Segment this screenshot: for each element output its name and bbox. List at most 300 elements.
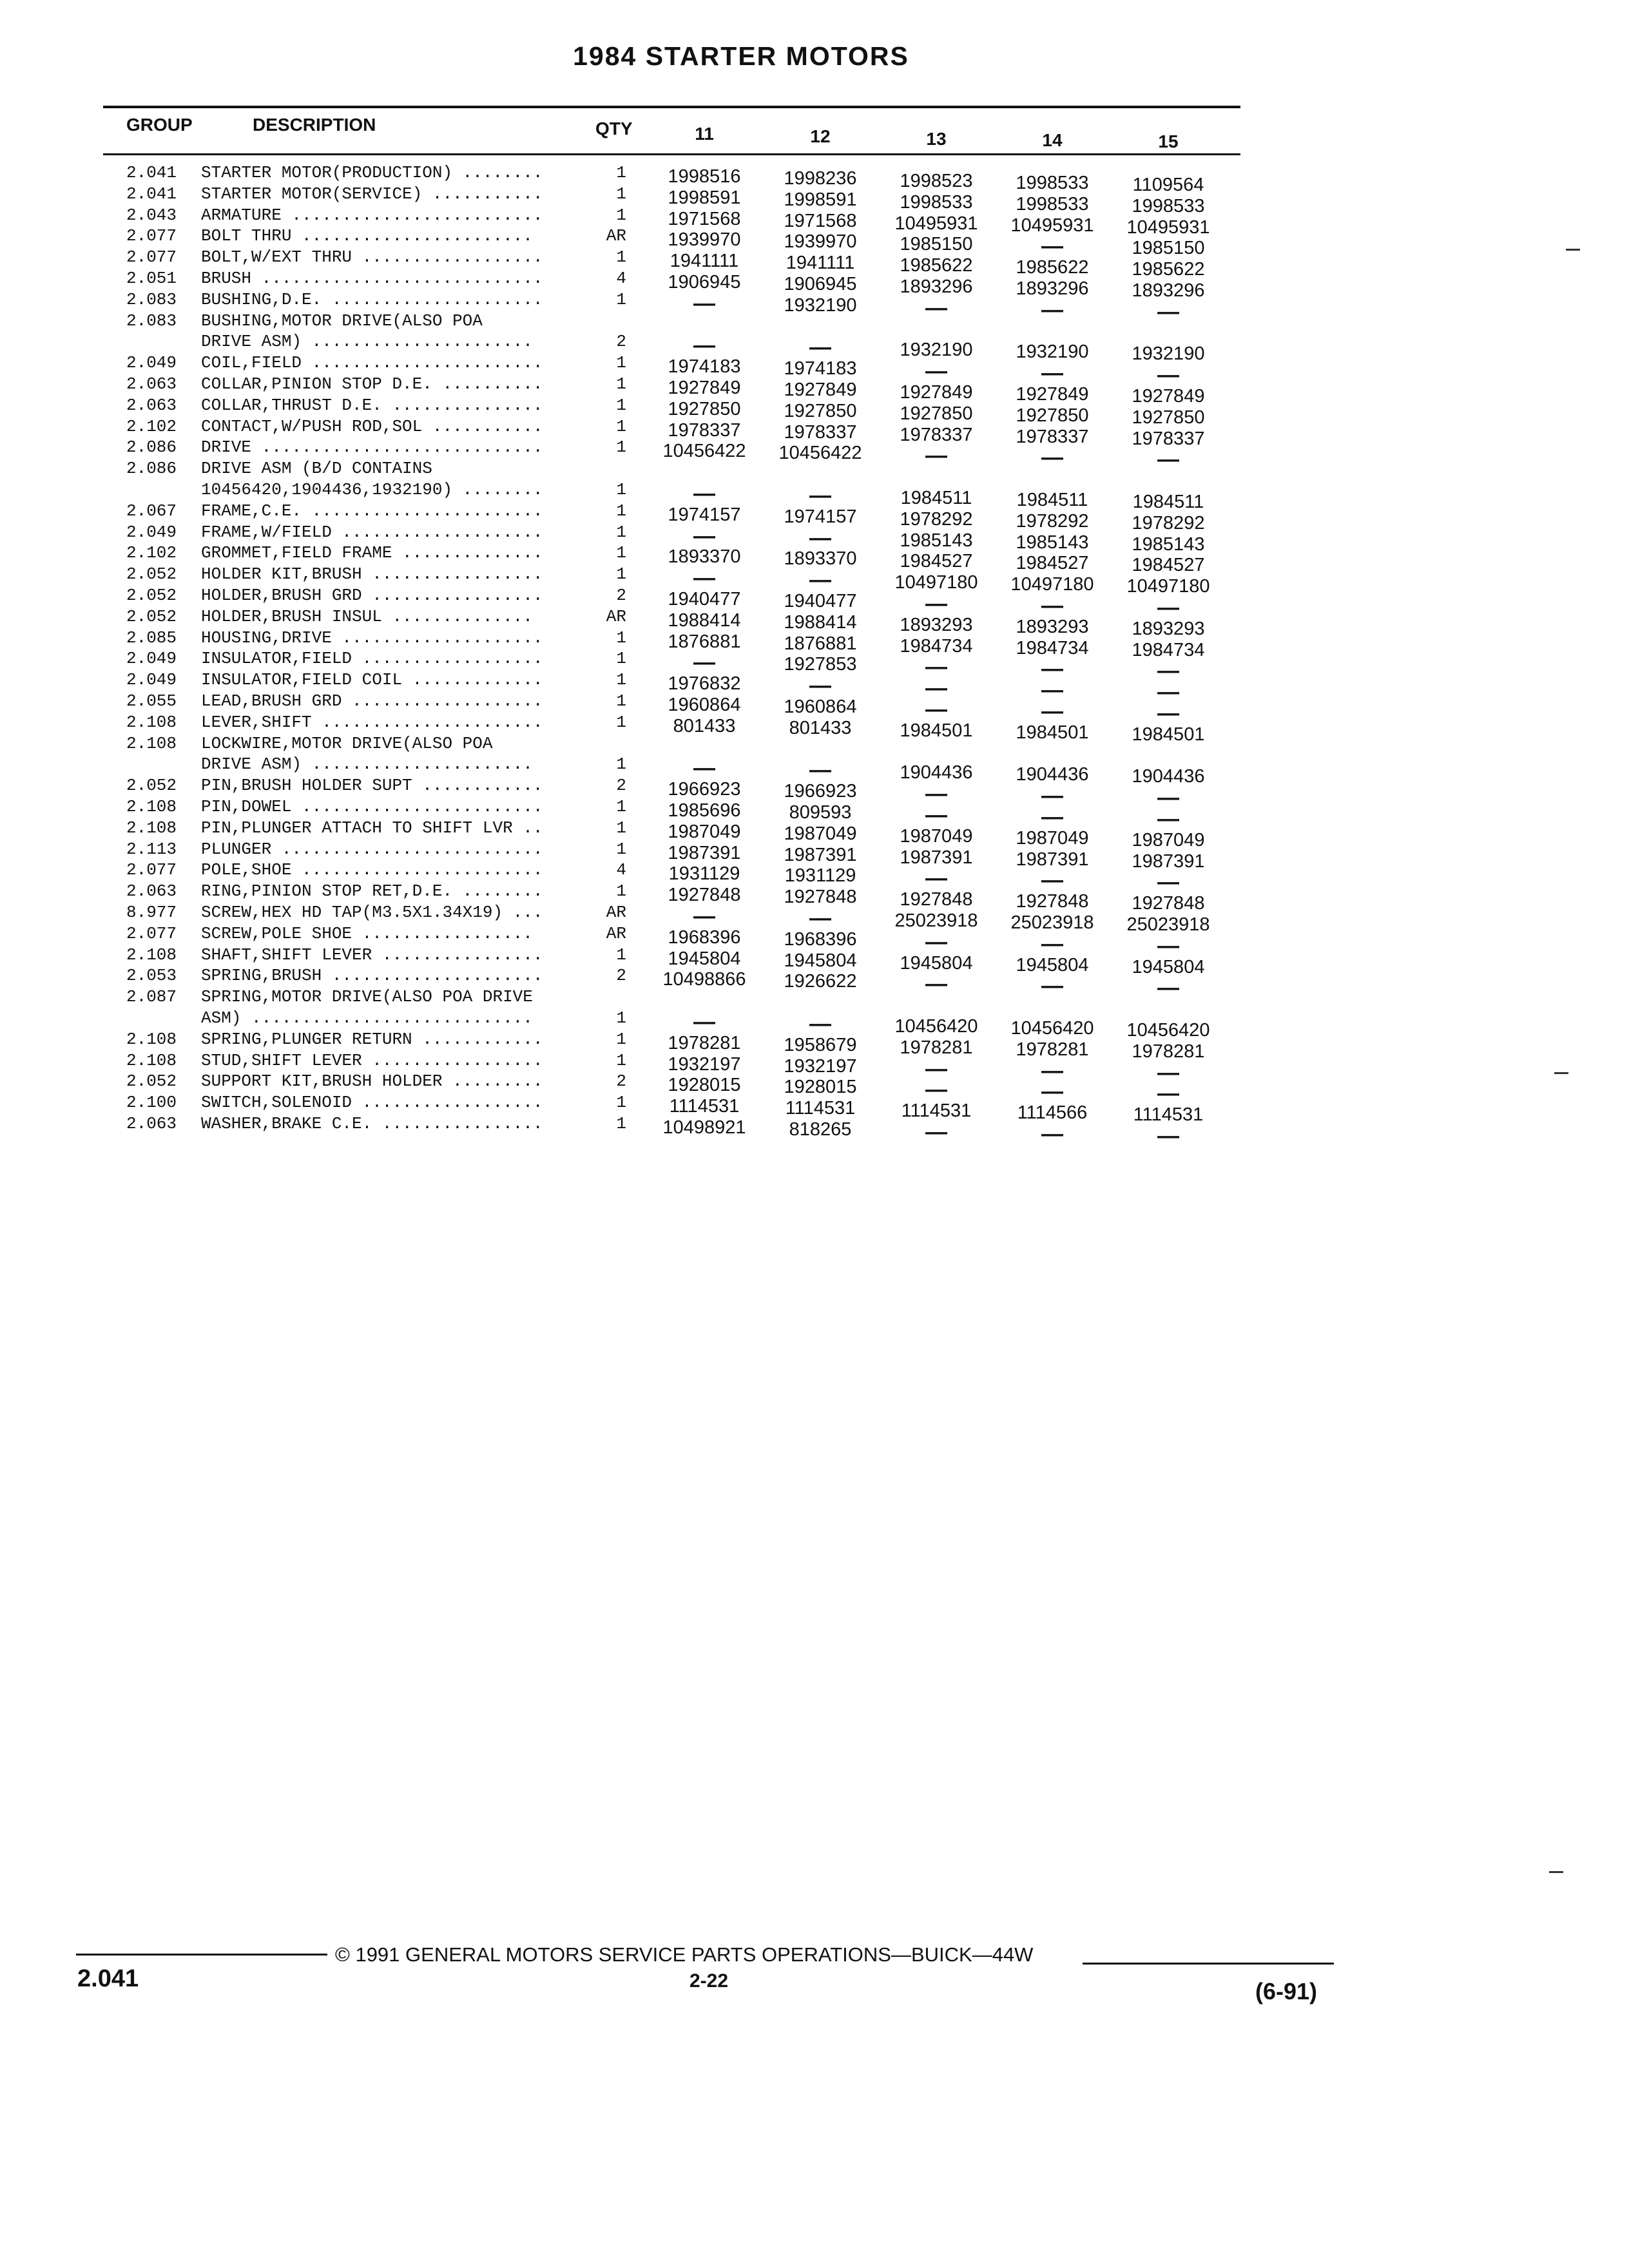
- group-code: 2.041: [126, 163, 177, 182]
- part-number-col-13: —: [925, 359, 947, 384]
- group-code: 2.052: [126, 586, 177, 605]
- group-code: 2.052: [126, 606, 177, 626]
- part-description: HOUSING,DRIVE ....................: [201, 628, 543, 648]
- part-quantity: 1: [616, 564, 626, 584]
- part-number-col-14: —: [1041, 931, 1063, 956]
- part-number-col-13: 1978292: [900, 508, 973, 530]
- part-quantity: 1: [616, 1050, 626, 1070]
- part-description: STARTER MOTOR(SERVICE) ...........: [201, 184, 543, 204]
- part-description: DRIVE ASM) ......................: [201, 332, 533, 352]
- part-quantity: 1: [616, 374, 626, 394]
- part-number-col-14: 1984527: [1016, 553, 1089, 574]
- part-number-col-13: —: [925, 1056, 947, 1081]
- part-number-col-13: 1114531: [901, 1100, 972, 1122]
- part-number-col-13: —: [925, 803, 947, 827]
- part-description: COLLAR,PINION STOP D.E. ..........: [201, 374, 543, 394]
- part-number-col-13: —: [925, 655, 947, 680]
- part-number-col-15: 25023918: [1126, 914, 1210, 935]
- part-number-col-11: 1940477: [668, 589, 741, 610]
- part-quantity: 1: [616, 543, 626, 563]
- part-number-col-15: 1932190: [1132, 343, 1205, 365]
- table-row: [0, 733, 1629, 754]
- part-number-col-12: 1958679: [784, 1034, 857, 1055]
- group-code: 2.063: [126, 395, 177, 415]
- part-number-col-13: 1927850: [900, 403, 973, 424]
- part-number-col-12: —: [809, 525, 831, 550]
- part-number-col-13: 1985150: [900, 234, 973, 255]
- footer-copyright: © 1991 GENERAL MOTORS SERVICE PARTS OPERATIONS—BUICK—44W: [335, 1943, 1034, 1966]
- part-number-col-11: 1927850: [668, 398, 741, 419]
- part-number-col-15: 1978281: [1132, 1041, 1205, 1062]
- part-number-col-12: 10456422: [778, 443, 862, 464]
- part-number-col-12: 1971568: [784, 210, 857, 231]
- group-code: 2.108: [126, 733, 177, 753]
- group-code: 2.085: [126, 628, 177, 648]
- part-quantity: 1: [616, 184, 626, 204]
- part-quantity: 1: [616, 712, 626, 732]
- part-number-col-13: 1932190: [900, 340, 973, 361]
- group-code: 2.083: [126, 311, 177, 331]
- part-number-col-15: 1893296: [1132, 280, 1205, 301]
- part-quantity: 1: [616, 797, 626, 816]
- part-description: SPRING,PLUNGER RETURN ............: [201, 1029, 543, 1049]
- group-code: 2.108: [126, 797, 177, 816]
- part-number-col-14: 1927849: [1016, 384, 1089, 405]
- footer-page-number: 2-22: [689, 1970, 729, 1992]
- part-number-col-14: —: [1041, 361, 1063, 386]
- part-number-col-11: 10498921: [662, 1117, 746, 1138]
- part-number-col-13: 1984527: [900, 551, 973, 572]
- part-number-col-15: —: [1157, 1124, 1179, 1148]
- part-description: LEAD,BRUSH GRD ...................: [201, 691, 543, 711]
- part-number-col-12: 1974183: [784, 358, 857, 380]
- part-number-col-12: 1927850: [784, 400, 857, 421]
- part-number-col-12: 1927848: [784, 887, 857, 908]
- column-header-14: 14: [1042, 130, 1063, 150]
- part-number-col-11: 1960864: [668, 695, 741, 715]
- part-number-col-15: 10497180: [1126, 576, 1210, 597]
- part-number-col-12: 809593: [789, 802, 852, 823]
- part-number-col-14: —: [1041, 445, 1063, 470]
- part-number-col-13: 1984734: [900, 635, 973, 657]
- part-number-col-11: 1971568: [668, 208, 741, 229]
- part-number-col-15: 1114531: [1133, 1104, 1204, 1126]
- part-quantity: 1: [616, 416, 626, 436]
- footer-rule-left: [76, 1954, 327, 1956]
- part-description: PIN,PLUNGER ATTACH TO SHIFT LVR ..: [201, 818, 543, 838]
- group-code: 2.083: [126, 289, 177, 309]
- part-number-col-12: 1928015: [784, 1077, 857, 1098]
- part-description: POLE,SHOE ........................: [201, 860, 543, 880]
- part-number-col-15: 1927850: [1132, 407, 1205, 428]
- part-number-col-12: 1960864: [784, 697, 857, 717]
- part-description: BOLT,W/EXT THRU ..................: [201, 247, 543, 267]
- part-number-col-14: —: [1041, 699, 1063, 724]
- part-quantity: 1: [616, 670, 626, 690]
- group-code: 2.108: [126, 1029, 177, 1049]
- part-number-col-11: 10498866: [662, 969, 746, 990]
- part-number-col-14: 1984501: [1016, 722, 1089, 743]
- column-header-12: 12: [810, 126, 831, 146]
- part-number-col-14: 1114566: [1017, 1102, 1088, 1124]
- part-number-col-14: 1945804: [1016, 954, 1089, 975]
- part-description: INSULATOR,FIELD ..................: [201, 649, 543, 669]
- part-number-col-11: 1931129: [668, 863, 740, 885]
- part-number-col-11: —: [693, 650, 715, 675]
- part-number-col-15: 1987391: [1132, 850, 1205, 872]
- part-quantity: 1: [616, 1008, 626, 1028]
- group-code: 2.102: [126, 416, 177, 436]
- part-number-col-13: 1985143: [900, 530, 973, 551]
- part-quantity: 2: [616, 332, 626, 352]
- part-number-col-13: —: [925, 929, 947, 954]
- part-description: BUSHING,D.E. .....................: [201, 289, 543, 309]
- footer-section-number: 2.041: [77, 1965, 139, 1992]
- part-number-col-12: —: [809, 1012, 831, 1036]
- part-number-col-12: 801433: [789, 717, 852, 738]
- group-code: 2.049: [126, 670, 177, 690]
- part-description: DRIVE ASM (B/D CONTAINS: [201, 459, 432, 479]
- part-description: BUSHING,MOTOR DRIVE(ALSO POA: [201, 311, 483, 331]
- part-number-col-11: 1876881: [668, 631, 741, 652]
- part-number-col-14: 1978337: [1016, 426, 1089, 447]
- part-number-col-12: 1941111: [786, 253, 855, 274]
- part-quantity: 1: [616, 353, 626, 373]
- part-description: LOCKWIRE,MOTOR DRIVE(ALSO POA: [201, 733, 493, 753]
- part-number-col-14: —: [1041, 1058, 1063, 1083]
- part-quantity: 1: [616, 628, 626, 648]
- group-code: 2.102: [126, 543, 177, 563]
- part-number-col-11: 1998516: [668, 166, 741, 187]
- part-number-col-14: 25023918: [1010, 912, 1094, 933]
- group-code: 2.113: [126, 839, 177, 859]
- part-quantity: 1: [616, 839, 626, 859]
- part-number-col-15: —: [1157, 1081, 1179, 1106]
- part-description: LEVER,SHIFT ......................: [201, 712, 543, 732]
- part-number-col-14: 1904436: [1016, 764, 1089, 785]
- part-quantity: 1: [616, 247, 626, 267]
- part-number-col-15: 1978292: [1132, 512, 1205, 533]
- part-number-col-13: —: [925, 295, 947, 320]
- part-number-col-13: —: [925, 782, 947, 807]
- part-number-col-11: —: [693, 566, 715, 591]
- part-quantity: 1: [616, 818, 626, 838]
- part-number-col-13: —: [925, 697, 947, 722]
- part-number-col-15: 10456420: [1126, 1020, 1210, 1041]
- part-number-col-13: 1978281: [900, 1037, 973, 1058]
- group-code: 2.051: [126, 269, 177, 288]
- column-header-13: 13: [926, 129, 947, 149]
- part-quantity: 2: [616, 1072, 626, 1091]
- group-code: 2.052: [126, 1072, 177, 1091]
- part-number-col-13: —: [925, 1120, 947, 1144]
- part-number-col-15: —: [1157, 701, 1179, 726]
- part-quantity: 1: [616, 649, 626, 669]
- part-number-col-11: 801433: [673, 715, 736, 736]
- part-description: STARTER MOTOR(PRODUCTION) ........: [201, 163, 543, 182]
- part-quantity: 1: [616, 480, 626, 499]
- part-number-col-12: 1932197: [784, 1055, 857, 1077]
- part-number-col-13: 1987391: [900, 847, 973, 868]
- part-quantity: 1: [616, 395, 626, 415]
- part-description: FRAME,C.E. .......................: [201, 501, 543, 521]
- group-code: 2.086: [126, 459, 177, 479]
- part-number-col-12: 1939970: [784, 231, 857, 253]
- group-code: 2.052: [126, 564, 177, 584]
- part-number-col-11: 1893370: [668, 546, 741, 568]
- part-description: SWITCH,SOLENOID ..................: [201, 1093, 543, 1113]
- part-number-col-11: —: [693, 333, 715, 358]
- part-number-col-12: —: [809, 483, 831, 508]
- group-code: 2.063: [126, 881, 177, 901]
- part-number-col-15: 1109564: [1132, 175, 1204, 195]
- part-quantity: 1: [616, 1029, 626, 1049]
- part-number-col-13: 1893293: [900, 614, 973, 635]
- part-number-col-14: 1985143: [1016, 532, 1089, 553]
- part-number-col-11: 1927848: [668, 885, 741, 906]
- part-description: STUD,SHIFT LEVER .................: [201, 1050, 543, 1070]
- part-number-col-14: 1978292: [1016, 510, 1089, 532]
- part-number-col-14: 1932190: [1016, 341, 1089, 363]
- part-number-col-11: —: [693, 523, 715, 548]
- group-code: 2.108: [126, 1050, 177, 1070]
- part-description: FRAME,W/FIELD ....................: [201, 522, 543, 542]
- group-code: 2.077: [126, 923, 177, 943]
- part-quantity: 1: [616, 1114, 626, 1133]
- part-description: BRUSH ............................: [201, 269, 543, 288]
- group-code: 2.077: [126, 247, 177, 267]
- part-description: PIN,DOWEL ........................: [201, 797, 543, 816]
- part-number-col-14: —: [1041, 805, 1063, 829]
- group-code: 2.100: [126, 1093, 177, 1113]
- part-number-col-14: 1984734: [1016, 637, 1089, 658]
- part-number-col-11: 1928015: [668, 1075, 741, 1096]
- part-number-col-13: 1904436: [900, 762, 973, 783]
- part-description: COIL,FIELD .......................: [201, 353, 543, 373]
- part-number-col-12: 1940477: [784, 591, 857, 611]
- part-number-col-13: 1893296: [900, 276, 973, 297]
- part-number-col-14: —: [1041, 657, 1063, 682]
- part-quantity: 2: [616, 586, 626, 605]
- part-number-col-11: 1906945: [668, 272, 741, 293]
- part-number-col-15: —: [1157, 807, 1179, 831]
- part-number-col-11: 1974157: [668, 504, 741, 525]
- part-number-col-13: 1998533: [900, 191, 973, 213]
- part-number-col-12: 1987391: [784, 844, 857, 865]
- part-quantity: AR: [606, 226, 626, 246]
- part-number-col-11: —: [693, 291, 715, 316]
- group-code: 2.077: [126, 226, 177, 246]
- part-number-col-12: 1893370: [784, 548, 857, 570]
- part-number-col-11: 1976832: [668, 673, 741, 695]
- group-code: 2.052: [126, 776, 177, 796]
- part-number-col-15: 1978337: [1132, 428, 1205, 449]
- part-description: ARMATURE .........................: [201, 205, 543, 225]
- part-quantity: AR: [606, 606, 626, 626]
- group-code: 2.086: [126, 437, 177, 457]
- part-description: SPRING,BRUSH .....................: [201, 966, 543, 986]
- part-number-col-14: 1987391: [1016, 849, 1089, 870]
- group-code: 2.108: [126, 712, 177, 732]
- part-number-col-15: 1984527: [1132, 555, 1205, 576]
- part-number-col-15: —: [1157, 1060, 1179, 1085]
- part-number-col-11: 1927849: [668, 378, 741, 398]
- part-number-col-11: 1939970: [668, 229, 741, 251]
- part-number-col-15: —: [1157, 363, 1179, 388]
- part-number-col-12: 1906945: [784, 274, 857, 294]
- part-description: SPRING,MOTOR DRIVE(ALSO POA DRIVE: [201, 987, 533, 1007]
- part-number-col-14: —: [1041, 678, 1063, 703]
- part-number-col-14: 1978281: [1016, 1039, 1089, 1060]
- part-number-col-14: —: [1041, 783, 1063, 809]
- part-description: ASM) ............................: [201, 1008, 533, 1028]
- group-code: 2.108: [126, 945, 177, 965]
- part-number-col-15: 10495931: [1126, 216, 1210, 238]
- part-number-col-11: 1932197: [668, 1053, 741, 1075]
- part-number-col-13: —: [925, 676, 947, 701]
- group-code: 2.049: [126, 522, 177, 542]
- part-number-col-13: —: [925, 443, 947, 468]
- part-description: PIN,BRUSH HOLDER SUPT ............: [201, 776, 543, 796]
- part-number-col-14: 1998533: [1016, 193, 1089, 215]
- part-number-col-14: —: [1041, 1122, 1063, 1146]
- part-number-col-11: 1987391: [668, 842, 741, 863]
- part-quantity: 1: [616, 945, 626, 965]
- part-number-col-15: 1985622: [1132, 259, 1205, 280]
- part-number-col-12: 1998591: [784, 189, 857, 210]
- part-number-col-14: 10497180: [1010, 574, 1094, 595]
- part-number-col-15: 1985143: [1132, 533, 1205, 555]
- part-number-col-13: 1987049: [900, 825, 973, 847]
- part-number-col-11: —: [693, 1010, 715, 1034]
- part-number-col-15: 1904436: [1132, 766, 1205, 787]
- part-number-col-12: 1968396: [784, 928, 857, 950]
- group-code: 2.049: [126, 649, 177, 669]
- part-number-col-11: 1988414: [668, 610, 741, 631]
- part-quantity: 1: [616, 501, 626, 521]
- part-description: RING,PINION STOP RET,D.E. ........: [201, 881, 543, 901]
- part-number-col-14: 1927848: [1016, 891, 1089, 912]
- part-number-col-15: —: [1157, 447, 1179, 472]
- part-number-col-15: —: [1157, 680, 1179, 705]
- part-quantity: 1: [616, 205, 626, 225]
- part-number-col-15: —: [1157, 299, 1179, 324]
- group-code: 2.041: [126, 184, 177, 204]
- part-number-col-13: 1945804: [900, 952, 973, 974]
- part-quantity: 1: [616, 754, 626, 774]
- table-row: [0, 1113, 1629, 1148]
- part-number-col-13: —: [925, 1077, 947, 1102]
- part-number-col-14: —: [1041, 234, 1063, 259]
- part-number-col-11: —: [693, 756, 715, 781]
- part-number-col-15: 1998533: [1132, 195, 1205, 216]
- part-number-col-15: 1893293: [1132, 618, 1205, 639]
- part-quantity: AR: [606, 923, 626, 943]
- part-number-col-15: —: [1157, 933, 1179, 958]
- margin-mark: [1549, 1871, 1563, 1873]
- part-number-col-11: 1978337: [668, 419, 741, 441]
- part-number-col-14: 1893293: [1016, 616, 1089, 637]
- part-number-col-15: 1987049: [1132, 829, 1205, 850]
- part-description: DRIVE ............................: [201, 437, 543, 457]
- part-number-col-14: 10456420: [1010, 1018, 1094, 1039]
- column-header-description: DESCRIPTION: [253, 115, 376, 135]
- part-description: HOLDER KIT,BRUSH .................: [201, 564, 543, 584]
- part-description: DRIVE ASM) ......................: [201, 754, 533, 774]
- part-description: COLLAR,THRUST D.E. ...............: [201, 395, 543, 415]
- part-quantity: 2: [616, 966, 626, 986]
- part-number-col-13: 1985622: [900, 255, 973, 276]
- part-number-col-15: 1945804: [1132, 956, 1205, 977]
- part-number-col-12: 1926622: [784, 971, 857, 992]
- part-quantity: 4: [616, 269, 626, 288]
- part-number-col-11: 1941111: [670, 251, 739, 272]
- part-number-col-12: 1876881: [784, 633, 857, 654]
- part-description: CONTACT,W/PUSH ROD,SOL ...........: [201, 416, 543, 436]
- part-number-col-12: 1945804: [784, 950, 857, 971]
- column-header-11: 11: [695, 124, 714, 144]
- part-number-col-12: —: [809, 335, 831, 360]
- group-code: 2.063: [126, 1114, 177, 1133]
- part-number-col-13: 10497180: [894, 572, 978, 593]
- part-number-col-13: 1978337: [900, 424, 973, 445]
- margin-mark: [1554, 1072, 1568, 1074]
- part-number-col-11: 1974183: [668, 356, 741, 378]
- part-description: SCREW,POLE SHOE .................: [201, 923, 533, 943]
- part-number-col-11: 1987049: [668, 821, 741, 842]
- part-number-col-12: 1932190: [784, 294, 857, 316]
- group-code: 2.049: [126, 353, 177, 373]
- margin-mark: [1566, 249, 1580, 251]
- part-number-col-13: 10495931: [894, 213, 978, 234]
- part-description: GROMMET,FIELD FRAME ..............: [201, 543, 543, 563]
- part-number-col-12: 1998236: [784, 168, 857, 189]
- part-description: INSULATOR,FIELD COIL .............: [201, 670, 543, 690]
- group-code: 2.067: [126, 501, 177, 521]
- part-number-col-13: 1927849: [900, 382, 973, 403]
- part-number-col-14: 1987049: [1016, 827, 1089, 849]
- part-quantity: 1: [616, 691, 626, 711]
- part-number-col-13: 10456420: [894, 1016, 978, 1037]
- part-quantity: 1: [616, 522, 626, 542]
- part-number-col-12: 1114531: [785, 1098, 856, 1119]
- part-number-col-12: 1931129: [784, 865, 856, 887]
- part-description: SUPPORT KIT,BRUSH HOLDER .........: [201, 1072, 543, 1091]
- part-quantity: 1: [616, 881, 626, 901]
- part-number-col-14: —: [1041, 1079, 1063, 1104]
- part-number-col-12: —: [809, 568, 831, 593]
- part-number-col-14: 1927850: [1016, 405, 1089, 426]
- part-number-col-15: —: [1157, 975, 1179, 1001]
- part-number-col-13: 25023918: [894, 910, 978, 931]
- part-number-col-14: 10495931: [1010, 215, 1094, 236]
- part-number-col-11: 10456422: [662, 441, 746, 462]
- part-number-col-15: 1984501: [1132, 724, 1205, 745]
- part-number-col-11: 1114531: [669, 1096, 740, 1117]
- column-header-qty: QTY: [595, 119, 633, 139]
- part-number-col-11: 1968396: [668, 927, 741, 948]
- part-description: PLUNGER ..........................: [201, 839, 543, 859]
- part-number-col-13: 1984511: [900, 488, 972, 508]
- part-number-col-11: 1945804: [668, 948, 741, 969]
- table-row: [0, 311, 1629, 331]
- column-header-15: 15: [1158, 131, 1179, 151]
- part-number-col-12: 1966923: [784, 781, 857, 802]
- part-number-col-13: 1998523: [900, 171, 973, 191]
- part-number-col-15: —: [1157, 595, 1179, 620]
- part-description: HOLDER,BRUSH GRD .................: [201, 586, 543, 605]
- part-description: 10456420,1904436,1932190) ........: [201, 480, 543, 499]
